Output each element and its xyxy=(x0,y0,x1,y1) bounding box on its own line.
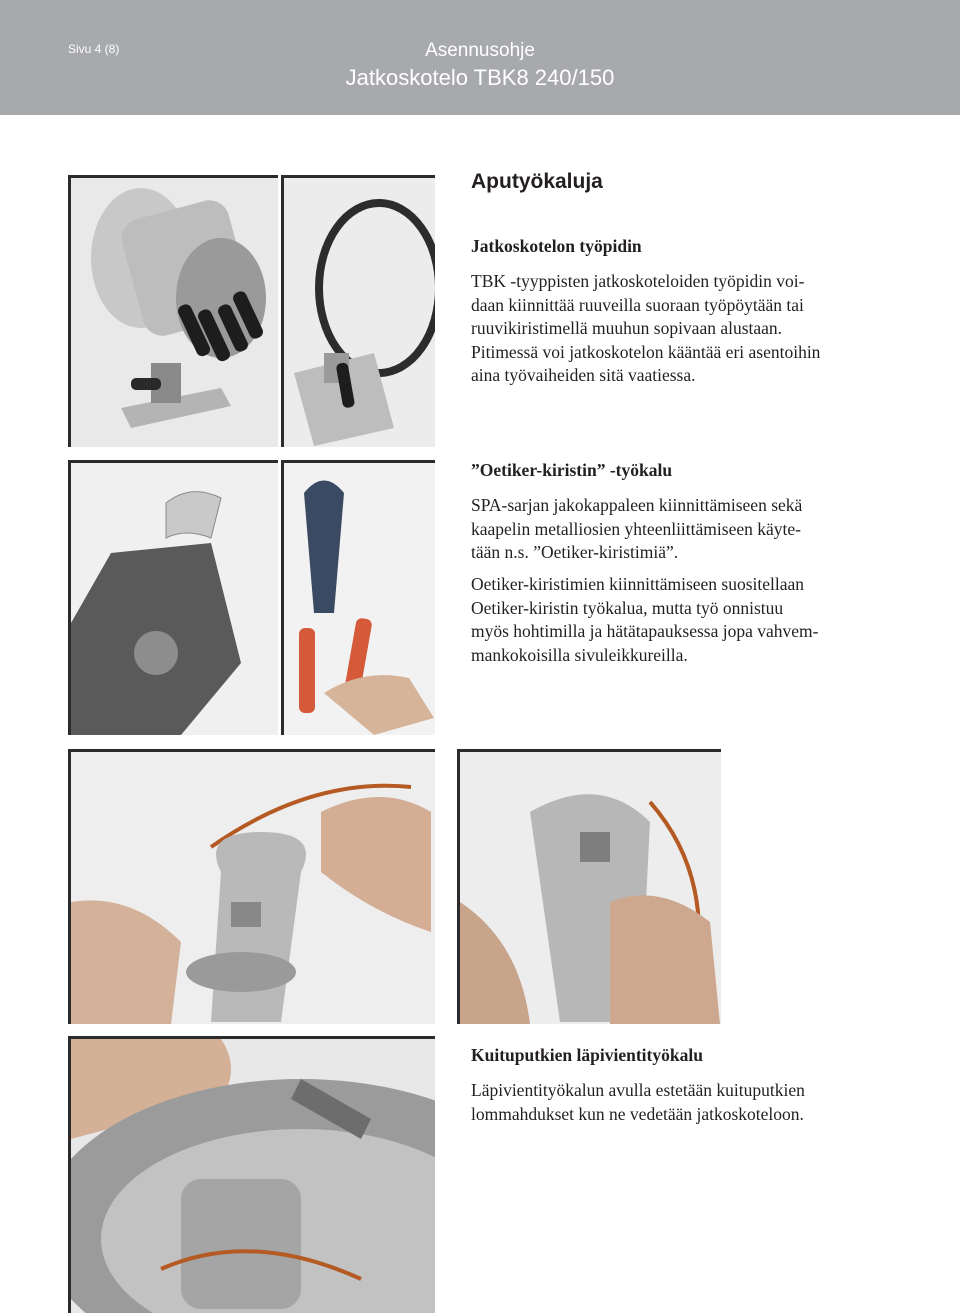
text-line: aina työvaiheiden sitä vaatiessa. xyxy=(471,365,696,385)
oetiker-heading: ”Oetiker-kiristin” -työkalu xyxy=(471,460,673,480)
fiber-tool-heading: Kuituputkien läpivientityökalu xyxy=(471,1045,703,1065)
text-line: mankokoisilla sivuleikkureilla. xyxy=(471,644,688,665)
text-line: kaapelin metalliosien yhteenliittämiseen käyte- xyxy=(471,518,801,539)
product-title: Jatkoskotelo TBK8 240/150 xyxy=(345,65,615,90)
page-header xyxy=(0,0,960,115)
document-type-title: Asennusohje xyxy=(425,40,535,61)
text-line: Pitimessä voi jatkoskotelon kääntää eri asentoihin xyxy=(471,341,821,362)
oetiker-paragraph-2 xyxy=(471,573,871,667)
text-line: Läpivientityökalun avulla estetään kuituputkien xyxy=(471,1080,805,1100)
oetiker-paragraph-1 xyxy=(471,494,871,565)
holder-description xyxy=(471,270,871,388)
photo-fiber-tool-right xyxy=(457,749,721,1024)
text-line: lommahdukset kun ne vedetään jatkoskoteloon. xyxy=(471,1103,804,1124)
photo-pliers-closeup xyxy=(68,460,278,735)
text-line: TBK -tyyppisten jatkoskoteloiden työpidin voi- xyxy=(471,271,805,291)
text-line: Oetiker-kiristimien kiinnittämiseen suositellaan xyxy=(471,574,805,594)
text-line: Oetiker-kiristin työkalua, mutta työ onnistuu xyxy=(471,597,784,618)
photo-fiber-tool-closure xyxy=(68,1036,435,1313)
page-number: Sivu 4 (8) xyxy=(68,42,120,56)
photo-oetiker-tool xyxy=(281,460,435,735)
text-line: SPA-sarjan jakokappaleen kiinnittämiseen sekä xyxy=(471,495,803,515)
text-line: ruuvikiristimellä muuhun sopivaan alustaan. xyxy=(471,318,783,338)
section-title: Aputyökaluja xyxy=(471,170,603,193)
text-line: myös hohtimilla ja hätätapauksessa jopa vahvem- xyxy=(471,621,819,641)
holder-heading: Jatkoskotelon työpidin xyxy=(471,236,642,256)
photo-closure-in-holder xyxy=(68,175,278,447)
fiber-tool-description xyxy=(471,1079,871,1126)
photo-fiber-tool-left xyxy=(68,749,435,1024)
text-line: daan kiinnittää ruuveilla suoraan työpöytään tai xyxy=(471,294,804,315)
photo-holder-strap xyxy=(281,175,435,447)
text-line: tään n.s. ”Oetiker-kiristimiä”. xyxy=(471,542,679,562)
